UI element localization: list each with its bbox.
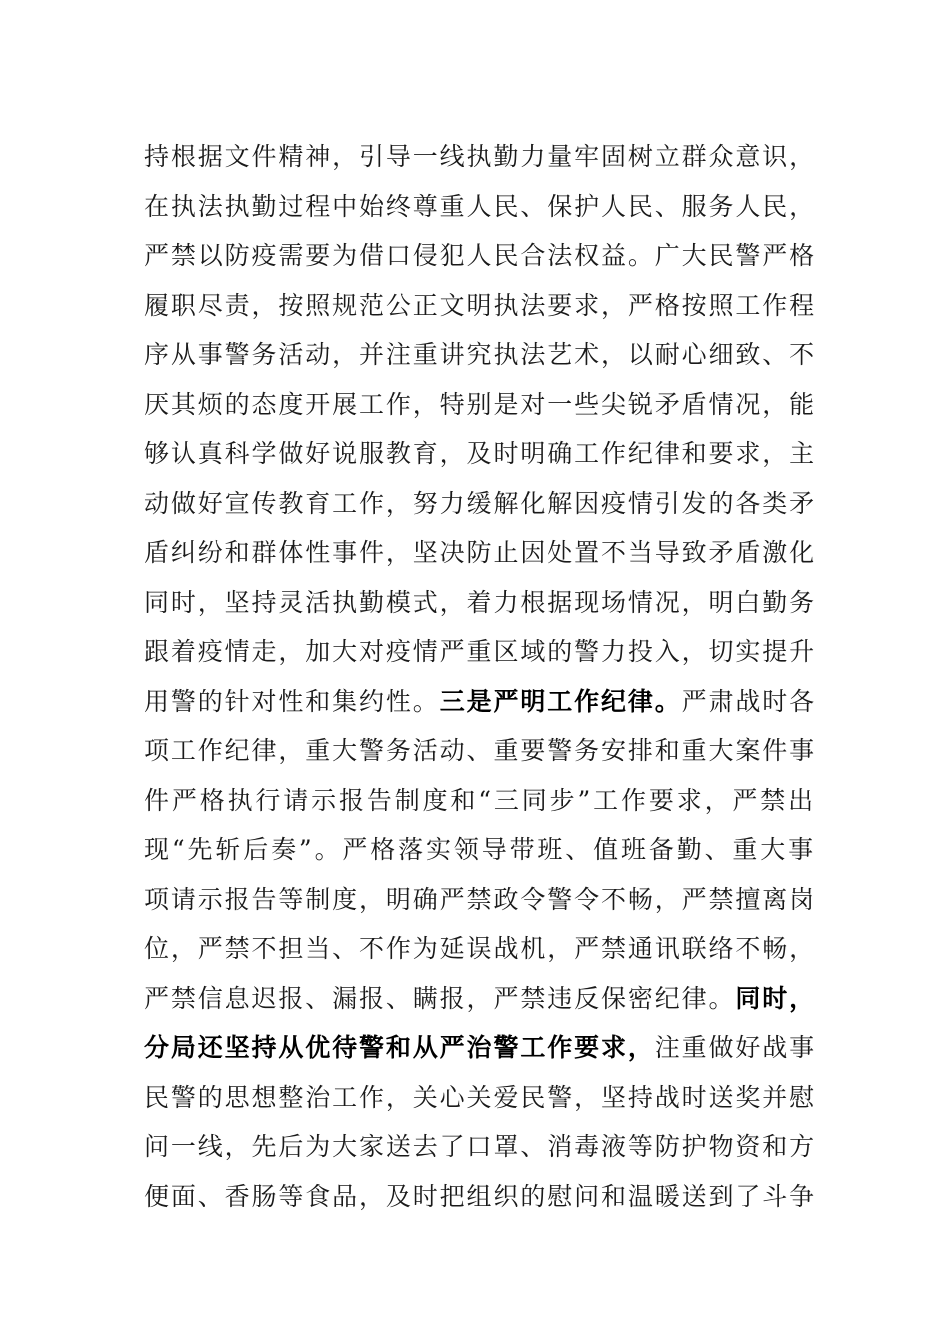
text-line — [144, 132, 816, 182]
text-line — [144, 776, 816, 826]
text-line — [144, 429, 816, 479]
text-line — [144, 1172, 816, 1222]
text-run: 问一线，先后为大家送去了口罩、消毒液等防护物资和方 — [144, 1132, 817, 1161]
text-run: 用警的针对性和集约性。 — [144, 686, 440, 716]
bold-heading-run: 同时， — [735, 983, 817, 1013]
text-run: 履职尽责，按照规范公正文明执法要求，严格按照工作程 — [144, 290, 817, 320]
text-run: 跟着疫情走，加大对疫情严重区域的警力投入，切实提升 — [144, 637, 817, 666]
text-run: 严禁信息迟报、漏报、瞒报，严禁违反保密纪律。 — [144, 983, 736, 1013]
text-line — [144, 677, 816, 727]
text-run: 件严格执行请示报告制度和“三同步”工作要求，严禁出 — [144, 785, 816, 815]
text-run: 够认真科学做好说服教育，及时明确工作纪律和要求，主 — [144, 439, 817, 468]
text-line — [144, 528, 816, 578]
text-run: 同时，坚持灵活执勤模式，着力根据现场情况，明白勤务 — [144, 587, 817, 617]
text-run: 严肃战时各 — [681, 686, 817, 716]
text-line — [144, 974, 816, 1024]
text-line — [144, 380, 816, 430]
text-run: 动做好宣传教育工作，努力缓解化解因疫情引发的各类矛 — [144, 488, 817, 518]
text-line — [144, 875, 816, 925]
text-line — [144, 1073, 816, 1123]
text-run: 严禁以防疫需要为借口侵犯人民合法权益。广大民警严格 — [144, 241, 817, 270]
text-run: 序从事警务活动，并注重讲究执法艺术，以耐心细致、不 — [144, 340, 817, 369]
text-run: 项请示报告等制度，明确严禁政令警令不畅，严禁擅离岗 — [144, 884, 817, 914]
text-line — [144, 231, 816, 281]
text-line — [144, 479, 816, 529]
text-run: 民警的思想整治工作，关心关爱民警，坚持战时送奖并慰 — [144, 1082, 817, 1112]
text-run: 位，严禁不担当、不作为延误战机，严禁通讯联络不畅， — [144, 934, 817, 963]
text-line — [144, 627, 816, 677]
text-run: 厌其烦的态度开展工作，特别是对一些尖锐矛盾情况，能 — [144, 389, 817, 419]
text-run: 盾纠纷和群体性事件，坚决防止因处置不当导致矛盾激化 — [144, 538, 817, 567]
text-line — [144, 924, 816, 974]
text-run: 现“先斩后奏”。严格落实领导带班、值班备勤、重大事 — [144, 835, 816, 864]
text-run: 持根据文件精神，引导一线执勤力量牢固树立群众意识， — [144, 142, 817, 171]
text-line — [144, 330, 816, 380]
bold-heading-run: 三是严明工作纪律。 — [439, 686, 682, 716]
body-paragraph — [144, 132, 816, 1221]
text-line — [144, 1122, 816, 1172]
text-line — [144, 825, 816, 875]
text-run: 在执法执勤过程中始终尊重人民、保护人民、服务人民， — [144, 191, 817, 221]
text-line — [144, 1023, 816, 1073]
bold-heading-run: 分局还坚持从优待警和从严治警工作要求， — [144, 1033, 655, 1062]
text-run: 便面、香肠等食品，及时把组织的慰问和温暖送到了斗争 — [144, 1181, 817, 1211]
text-line — [144, 281, 816, 331]
text-run: 注重做好战事 — [654, 1033, 817, 1062]
text-line — [144, 182, 816, 232]
text-line — [144, 578, 816, 628]
text-line — [144, 726, 816, 776]
text-run: 项工作纪律，重大警务活动、重要警务安排和重大案件事 — [144, 736, 817, 765]
